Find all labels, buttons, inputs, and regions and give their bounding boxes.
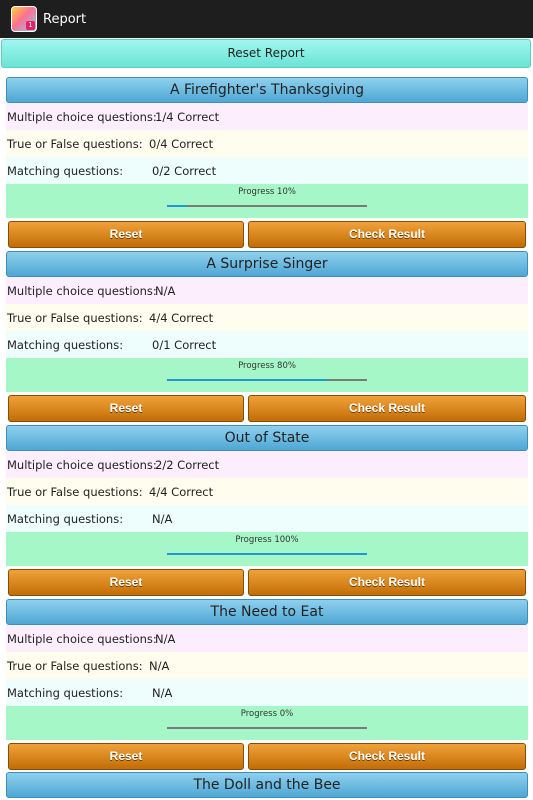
mt-value: 0/2 Correct [152, 163, 217, 178]
story-title[interactable]: Out of State [6, 425, 528, 451]
tf-value: 4/4 Correct [149, 310, 214, 325]
mt-value: N/A [152, 511, 173, 526]
story-card [6, 77, 528, 250]
mc-label: Multiple choice questions: [7, 457, 157, 472]
mt-row [6, 157, 528, 184]
button-row [6, 566, 528, 598]
tf-value: N/A [149, 658, 170, 673]
tf-row [6, 130, 528, 157]
app-title: Report [43, 11, 87, 27]
check-result-button[interactable]: Check Result [248, 569, 526, 596]
reset-report-button[interactable]: Reset Report [1, 39, 531, 68]
mt-row [6, 679, 528, 706]
mc-value: 1/4 Correct [155, 109, 220, 124]
progress-bar [167, 727, 367, 729]
badge-icon: 1 [26, 21, 35, 30]
tf-value: 4/4 Correct [149, 484, 214, 499]
progress-fill [167, 553, 367, 555]
check-result-button[interactable]: Check Result [248, 395, 526, 422]
button-row [6, 218, 528, 250]
mt-row [6, 331, 528, 358]
progress-text: Progress 100% [235, 535, 299, 545]
progress-text: Progress 80% [238, 361, 296, 371]
mt-row [6, 505, 528, 532]
button-row [6, 740, 528, 772]
mt-label: Matching questions: [7, 337, 124, 352]
story-card-partial [6, 772, 528, 800]
mc-value: 2/2 Correct [155, 457, 220, 472]
story-card [6, 599, 528, 772]
reset-button[interactable]: Reset [8, 743, 244, 770]
mc-row [6, 451, 528, 478]
mc-label: Multiple choice questions: [7, 631, 157, 646]
tf-label: True or False questions: [7, 658, 143, 673]
progress-area [6, 532, 528, 566]
tf-value: 0/4 Correct [149, 136, 214, 151]
story-title[interactable]: The Doll and the Bee [6, 772, 528, 798]
check-result-button[interactable]: Check Result [248, 221, 526, 248]
story-title[interactable]: A Firefighter's Thanksgiving [6, 77, 528, 103]
progress-text: Progress 10% [238, 187, 296, 197]
mc-row [6, 277, 528, 304]
story-title[interactable]: The Need to Eat [6, 599, 528, 625]
mc-label: Multiple choice questions: [7, 109, 157, 124]
tf-row [6, 652, 528, 679]
mt-label: Matching questions: [7, 511, 124, 526]
reset-button[interactable]: Reset [8, 221, 244, 248]
mc-value: N/A [155, 631, 176, 646]
button-row [6, 392, 528, 424]
progress-area [6, 358, 528, 392]
progress-bar [167, 205, 367, 207]
progress-area [6, 184, 528, 218]
story-card [6, 251, 528, 424]
story-card [6, 425, 528, 598]
progress-bar [167, 379, 367, 381]
progress-fill [167, 205, 187, 207]
tf-label: True or False questions: [7, 484, 143, 499]
progress-fill [167, 379, 327, 381]
progress-bar [167, 553, 367, 555]
mc-value: N/A [155, 283, 176, 298]
action-bar [0, 0, 533, 38]
reset-button[interactable]: Reset [8, 569, 244, 596]
story-title[interactable]: A Surprise Singer [6, 251, 528, 277]
mt-value: N/A [152, 685, 173, 700]
mt-label: Matching questions: [7, 163, 124, 178]
progress-area [6, 706, 528, 740]
mt-value: 0/1 Correct [152, 337, 217, 352]
tf-row [6, 478, 528, 505]
app-icon[interactable] [11, 6, 37, 32]
tf-row [6, 304, 528, 331]
mc-row [6, 625, 528, 652]
mt-label: Matching questions: [7, 685, 124, 700]
mc-row [6, 103, 528, 130]
progress-text: Progress 0% [240, 709, 294, 719]
reset-button[interactable]: Reset [8, 395, 244, 422]
check-result-button[interactable]: Check Result [248, 743, 526, 770]
mc-label: Multiple choice questions: [7, 283, 157, 298]
tf-label: True or False questions: [7, 310, 143, 325]
tf-label: True or False questions: [7, 136, 143, 151]
